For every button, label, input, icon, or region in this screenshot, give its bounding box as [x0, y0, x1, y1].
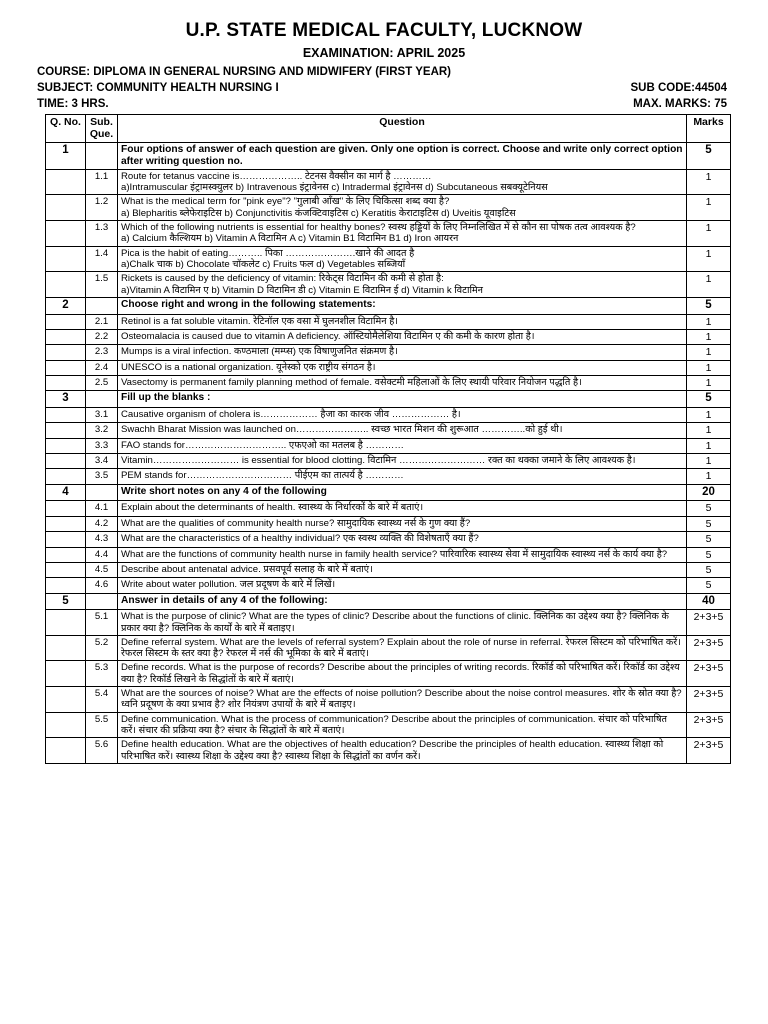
sub-question-text: Retinol is a fat soluble vitamin. रेटिनॉल एक वसा में घुलनशील विटामिन है। [121, 315, 398, 327]
question-number-blank [46, 169, 86, 195]
question-number-blank [46, 469, 86, 484]
question-number-blank [46, 345, 86, 360]
question-number-blank [46, 738, 86, 764]
sub-question-text: Route for tetanus vaccine is……………….. टेटनस वैक्सीन का मार्ग है ………… [121, 170, 432, 182]
sub-question-text: Define referral system. What are the levels of referral system? Explain about the role of nurse in referral. रेफरल सिस्टम को परिभाषित करें। रेफरल सिस्टम के स्तर क्या है? रेफरल में नर्स की भूमिका के बारे में बताएं। [121, 636, 681, 660]
answer-options: a)Vitamin A विटामिन ए b) Vitamin D विटामिन डी c) Vitamin E विटामिन ई d) Vitamin k विटामिन [121, 284, 483, 296]
sub-question-number: 5.6 [86, 738, 118, 764]
sub-question-marks: 1 [687, 246, 731, 272]
sub-question-cell [118, 314, 687, 329]
sub-question-cell [118, 345, 687, 360]
sub-question-marks: 1 [687, 376, 731, 391]
question-number-blank [46, 407, 86, 422]
sub-question-cell [118, 438, 687, 453]
sub-question-row [46, 423, 731, 438]
sub-question-marks: 1 [687, 195, 731, 221]
sub-question-cell [118, 610, 687, 636]
sub-question-row [46, 407, 731, 422]
sub-question-row [46, 221, 731, 247]
sub-question-marks: 5 [687, 532, 731, 547]
question-section-row [46, 297, 731, 314]
question-number-blank [46, 501, 86, 516]
sub-question-cell [118, 635, 687, 661]
question-number-blank [46, 314, 86, 329]
question-instruction: Fill up the blanks : [118, 391, 687, 408]
question-number: 2 [46, 297, 86, 314]
question-number-blank [46, 562, 86, 577]
sub-question-blank [86, 484, 118, 501]
sub-question-cell [118, 407, 687, 422]
question-number-blank [46, 547, 86, 562]
question-instruction: Choose right and wrong in the following statements: [118, 297, 687, 314]
sub-question-number: 5.3 [86, 661, 118, 687]
sub-question-marks: 2+3+5 [687, 661, 731, 687]
section-marks: 5 [687, 297, 731, 314]
examination-line: EXAMINATION: APRIL 2025 [302, 46, 466, 60]
sub-question-number: 3.1 [86, 407, 118, 422]
question-number-blank [46, 246, 86, 272]
sub-question-marks: 1 [687, 221, 731, 247]
subject-row [37, 82, 727, 94]
question-number-blank [46, 712, 86, 738]
sub-question-text: Pica is the habit of eating……….. पिका ………………….खाने की आदत है [121, 247, 415, 259]
sub-question-cell [118, 687, 687, 713]
sub-question-row [46, 610, 731, 636]
sub-question-number: 4.2 [86, 516, 118, 531]
sub-question-marks: 2+3+5 [687, 635, 731, 661]
sub-question-marks: 1 [687, 329, 731, 344]
section-marks: 40 [687, 593, 731, 610]
time-row [37, 98, 727, 110]
answer-options: a)Intramuscular इंट्रामस्क्युलर b) Intravenous इंट्रावेनस c) Intradermal इंट्रावेनस d) Subcutaneous सबक्यूटेनियस [121, 182, 548, 194]
question-instruction: Write short notes on any 4 of the following [118, 484, 687, 501]
section-marks: 5 [687, 391, 731, 408]
header-sub: Sub. Que. [86, 115, 118, 143]
sub-question-blank [86, 391, 118, 408]
sub-question-number: 5.5 [86, 712, 118, 738]
sub-question-number: 4.6 [86, 578, 118, 593]
sub-question-row [46, 562, 731, 577]
sub-question-marks: 5 [687, 516, 731, 531]
header-question: Question [118, 115, 687, 143]
sub-question-cell [118, 272, 687, 298]
sub-question-text: Define health education. What are the objectives of health education? Describe the principles of health education. स्वास्थ्य शिक्षा को परिभाषित करें। स्वास्थ्य शिक्षा के उद्देश्य क्या है? स्वास्थ्य शिक्षा के सिद्धांतों का वर्णन करें। [121, 739, 664, 762]
section-marks: 5 [687, 142, 731, 169]
sub-question-number: 2.3 [86, 345, 118, 360]
sub-question-number: 1.5 [86, 272, 118, 298]
sub-question-cell [118, 501, 687, 516]
sub-question-row [46, 501, 731, 516]
question-instruction: Answer in details of any 4 of the following: [118, 593, 687, 610]
sub-question-text: What are the sources of noise? What are the effects of noise pollution? Describe about the noise control measures. शोर के स्रोत क्या है? ध्वनि प्रदूषण के क्या प्रभाव है? शोर नियंत्रण उपायों के बारे में बताइए। [121, 688, 682, 711]
question-number-blank [46, 376, 86, 391]
question-number-blank [46, 578, 86, 593]
sub-question-marks: 1 [687, 314, 731, 329]
sub-question-number: 3.2 [86, 423, 118, 438]
sub-question-row [46, 454, 731, 469]
sub-question-marks: 1 [687, 407, 731, 422]
answer-options: a) Calcium कैल्शियम b) Vitamin A विटामिन A c) Vitamin B1 विटामिन B1 d) Iron आयरन [121, 233, 459, 245]
table-header-row [46, 115, 731, 143]
faculty-title: U.P. STATE MEDICAL FACULTY, LUCKNOW [185, 20, 583, 41]
sub-question-marks: 1 [687, 169, 731, 195]
sub-question-cell [118, 661, 687, 687]
sub-question-text: What is the medical term for "pink eye"? "गुलाबी आँख" के लिए चिकित्सा शब्द क्या है? [121, 196, 450, 208]
question-section-row [46, 593, 731, 610]
sub-question-number: 1.2 [86, 195, 118, 221]
question-instruction: Four options of answer of each question are given. Only one option is correct. Choose and write only correct option after writing question no. [118, 142, 687, 169]
sub-question-cell [118, 532, 687, 547]
sub-question-cell [118, 195, 687, 221]
sub-question-row [46, 376, 731, 391]
sub-question-number: 4.4 [86, 547, 118, 562]
course-row [37, 66, 727, 78]
section-marks: 20 [687, 484, 731, 501]
sub-question-number: 5.2 [86, 635, 118, 661]
sub-question-row [46, 578, 731, 593]
sub-question-text: Osteomalacia is caused due to vitamin A deficiency. ऑस्टियोमैलेशिया विटामिन ए की कमी के कारण होता है। [121, 330, 535, 342]
sub-question-marks: 2+3+5 [687, 687, 731, 713]
sub-question-text: What are the functions of community health nurse in family health service? पारिवारिक स्वास्थ्य सेवा में सामुदायिक स्वास्थ्य नर्स के कार्य क्या है? [121, 548, 668, 560]
sub-question-cell [118, 360, 687, 375]
sub-code: SUB CODE:44504 [630, 82, 727, 94]
question-number-blank [46, 635, 86, 661]
question-number-blank [46, 329, 86, 344]
sub-question-marks: 1 [687, 423, 731, 438]
sub-question-number: 2.2 [86, 329, 118, 344]
sub-question-number: 4.5 [86, 562, 118, 577]
sub-question-cell [118, 547, 687, 562]
question-section-row [46, 484, 731, 501]
sub-question-number: 1.4 [86, 246, 118, 272]
sub-question-cell [118, 376, 687, 391]
answer-options: a)Chalk चाक b) Chocolate चॉकलेट c) Fruits फल d) Vegetables सब्जियाँ [121, 259, 406, 270]
sub-question-marks: 5 [687, 578, 731, 593]
sub-question-cell [118, 712, 687, 738]
sub-question-row [46, 314, 731, 329]
sub-question-text: Define communication. What is the process of communication? Describe about the principles of communication. संचार को परिभाषित करें। संचार की प्रक्रिया क्या है? संचार के सिद्धांतों के बारे में बताएं। [121, 713, 668, 736]
sub-question-row [46, 438, 731, 453]
sub-question-marks: 1 [687, 438, 731, 453]
sub-question-number: 1.3 [86, 221, 118, 247]
sub-question-text: Explain about the determinants of health. स्वास्थ्य के निर्धारकों के बारे में बताएं। [121, 502, 424, 514]
course-line: COURSE: DIPLOMA IN GENERAL NURSING AND MIDWIFERY (FIRST YEAR) [37, 66, 452, 78]
sub-question-text: Which of the following nutrients is essential for healthy bones? स्वस्थ हड्डियों के लिए निम्नलिखित में से कौन सा पोषक तत्व आवश्यक है? [121, 222, 636, 234]
sub-question-marks: 1 [687, 454, 731, 469]
sub-question-text: Define records. What is the purpose of records? Describe about the principles of writing records. रिकॉर्ड को परिभाषित करें। रिकॉर्ड का उद्देश्य क्या है? रिकॉर्ड लिखने के सिद्धांतों के बारे में बताएं। [121, 662, 680, 685]
sub-question-number: 5.4 [86, 687, 118, 713]
sub-question-row [46, 272, 731, 298]
question-number-blank [46, 423, 86, 438]
sub-question-text: UNESCO is a national organization. यूनेस्को एक राष्ट्रीय संगठन है। [121, 361, 376, 373]
sub-question-cell [118, 562, 687, 577]
sub-question-marks: 1 [687, 272, 731, 298]
sub-question-text: Write about water pollution. जल प्रदूषण के बारे में लिखें। [121, 579, 336, 591]
sub-question-number: 2.4 [86, 360, 118, 375]
sub-question-row [46, 345, 731, 360]
max-marks: MAX. MARKS: 75 [633, 98, 727, 110]
sub-question-cell [118, 329, 687, 344]
sub-question-text: Causative organism of cholera is……………… हैजा का कारक जीव ……………… है। [121, 408, 461, 420]
time-line: TIME: 3 HRS. [37, 98, 109, 110]
sub-question-row [46, 635, 731, 661]
sub-question-row [46, 661, 731, 687]
sub-question-text: What are the characteristics of a healthy individual? एक स्वस्थ व्यक्ति की विशेषताएँ क्या हैं? [121, 533, 479, 545]
question-number: 5 [46, 593, 86, 610]
sub-question-row [46, 469, 731, 484]
question-number: 4 [46, 484, 86, 501]
question-number: 1 [46, 142, 86, 169]
sub-question-row [46, 329, 731, 344]
sub-question-marks: 1 [687, 469, 731, 484]
sub-question-marks: 1 [687, 345, 731, 360]
sub-question-marks: 1 [687, 360, 731, 375]
sub-question-row [46, 547, 731, 562]
sub-question-cell [118, 454, 687, 469]
sub-question-number: 2.1 [86, 314, 118, 329]
question-number-blank [46, 360, 86, 375]
question-section-row [46, 142, 731, 169]
sub-question-text: Describe about antenatal advice. प्रसवपूर्व सलाह के बारे में बताएं। [121, 563, 373, 575]
question-number: 3 [46, 391, 86, 408]
question-number-blank [46, 516, 86, 531]
sub-question-number: 2.5 [86, 376, 118, 391]
sub-question-text: PEM stands for…………………………… पीईएम का तात्पर्य है ………… [121, 470, 404, 482]
sub-question-text: What is the purpose of clinic? What are the types of clinic? Describe about the functions of clinic. क्लिनिक का उद्देश्य क्या है? क्लिनिक के प्रकार क्या है? क्लिनिक के कार्यों के बारे में बताइए। [121, 611, 669, 634]
question-section-row [46, 391, 731, 408]
questions-body [46, 142, 731, 763]
sub-question-marks: 2+3+5 [687, 610, 731, 636]
subject-line: SUBJECT: COMMUNITY HEALTH NURSING I [37, 82, 279, 94]
sub-question-text: Vasectomy is permanent family planning method of female. वसेक्टमी महिलाओं के लिए स्थायी परिवार नियोजन पद्धति है। [121, 377, 582, 388]
sub-question-cell [118, 423, 687, 438]
sub-question-marks: 2+3+5 [687, 712, 731, 738]
sub-question-text: Mumps is a viral infection. कण्ठमाला (मम्प्स) एक विषाणुजनित संक्रमण है। [121, 346, 398, 358]
question-number-blank [46, 454, 86, 469]
sub-question-row [46, 712, 731, 738]
sub-question-cell [118, 738, 687, 764]
question-number-blank [46, 272, 86, 298]
question-number-blank [46, 610, 86, 636]
sub-question-row [46, 687, 731, 713]
sub-question-marks: 2+3+5 [687, 738, 731, 764]
sub-question-cell [118, 516, 687, 531]
sub-question-row [46, 516, 731, 531]
sub-question-text: FAO stands for………………………….. एफएओ का मतलब है ………… [121, 439, 404, 451]
sub-question-number: 1.1 [86, 169, 118, 195]
sub-question-row [46, 169, 731, 195]
question-number-blank [46, 195, 86, 221]
sub-question-marks: 5 [687, 547, 731, 562]
sub-question-cell [118, 221, 687, 247]
sub-question-marks: 5 [687, 562, 731, 577]
sub-question-number: 3.3 [86, 438, 118, 453]
question-number-blank [46, 687, 86, 713]
sub-question-number: 5.1 [86, 610, 118, 636]
sub-question-cell [118, 469, 687, 484]
sub-question-marks: 5 [687, 501, 731, 516]
question-number-blank [46, 221, 86, 247]
sub-question-number: 3.5 [86, 469, 118, 484]
sub-question-number: 4.3 [86, 532, 118, 547]
question-table [45, 114, 731, 764]
sub-question-text: Swachh Bharat Mission was launched on………………….. स्वच्छ भारत मिशन की शुरूआत …………..को हुई थी। [121, 424, 563, 436]
sub-question-blank [86, 593, 118, 610]
sub-question-row [46, 532, 731, 547]
sub-question-blank [86, 142, 118, 169]
sub-question-row [46, 195, 731, 221]
header-marks: Marks [687, 115, 731, 143]
sub-question-cell [118, 169, 687, 195]
sub-question-row [46, 360, 731, 375]
sub-question-number: 3.4 [86, 454, 118, 469]
question-number-blank [46, 438, 86, 453]
header-qno: Q. No. [46, 115, 86, 143]
answer-options: a) Blepharitis ब्लेफेराइटिस b) Conjunctivitis कंजक्टिवाइटिस c) Keratitis केराटाइटिस d) Uveitis यूवाइटिस [121, 207, 516, 219]
sub-question-row [46, 738, 731, 764]
sub-question-number: 4.1 [86, 501, 118, 516]
sub-question-text: What are the qualities of community health nurse? सामुदायिक स्वास्थ्य नर्स के गुण क्या हैं? [121, 517, 471, 529]
sub-question-cell [118, 578, 687, 593]
question-number-blank [46, 532, 86, 547]
question-number-blank [46, 661, 86, 687]
sub-question-text: Rickets is caused by the deficiency of vitamin: रिकेट्स विटामिन की कमी से होता है: [121, 273, 444, 285]
sub-question-row [46, 246, 731, 272]
sub-question-text: Vitamin……………………… is essential for blood clotting. विटामिन ……………………… रक्त का थक्का जमाने के लिए आवश्यक है। [121, 455, 636, 467]
sub-question-cell [118, 246, 687, 272]
sub-question-blank [86, 297, 118, 314]
